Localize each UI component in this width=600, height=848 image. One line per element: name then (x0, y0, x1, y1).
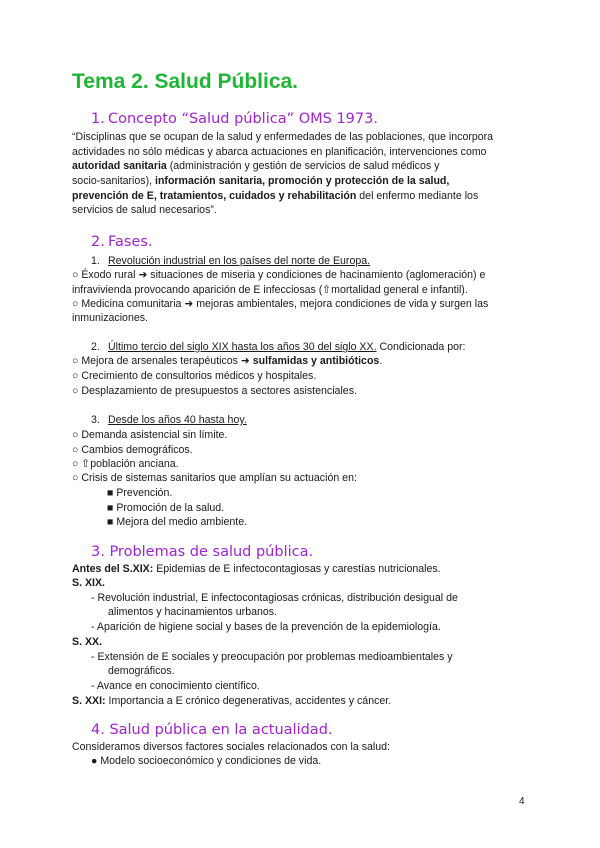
phase-3-line-3: ○ ⇧población anciana. (72, 458, 179, 470)
s1-line-6: servicios de salud necesarios”. (72, 204, 217, 216)
s4-bullet-1: ● Modelo socioeconómico y condiciones de vida. (91, 755, 322, 767)
s3-xxi (72, 694, 391, 708)
s1-line-3-text: (administración y gestión de servicios de salud médicos y (166, 160, 440, 172)
s3-xix-item-1-cont: alimentos y hacinamientos urbanos. (108, 606, 278, 618)
page-title: Tema 2. Salud Pública. (72, 70, 299, 93)
s3-xix-item-2: - Aparición de higiene social y bases de la prevención de la epidemiología. (91, 621, 441, 633)
phase-3-title: Desde los años 40 hasta hoy. (108, 414, 247, 426)
section-3-heading: 3. Problemas de salud pública. (91, 544, 314, 560)
phase-1-number: 1. (91, 255, 100, 267)
phase-2-condition: Condicionada por: (376, 341, 466, 353)
phase-2-number: 2. (91, 341, 100, 353)
phase-2-title-line (108, 340, 465, 354)
phase-1-line-1: ○ Éxodo rural ➜ situaciones de miseria y condiciones de hacinamiento (aglomeración) e (72, 269, 486, 281)
s1-line-4-text: socio-sanitarios), (72, 175, 156, 187)
s3-xix-item-1: - Revolución industrial, E infectocontagiosas crónicas, distribución desigual de (91, 592, 458, 604)
phase-2-bold-sulfamidas: sulfamidas y antibióticos (252, 355, 380, 367)
phase-1-title: Revolución industrial en los países del norte de Europa. (108, 255, 371, 267)
s3-antes-label: Antes del S.XIX: (72, 563, 154, 575)
s1-line-5-text: del enfermo mediante los (356, 190, 479, 202)
phase-1-line-2: infravivienda provocando aparición de E infecciosas (⇧mortalidad general e infantil). (72, 284, 468, 296)
s3-xx-item-1: - Extensión de E sociales y preocupación por problemas medioambientales y (91, 651, 453, 663)
page-number: 4 (519, 796, 525, 807)
s3-xxi-text: Importancia a E crónico degenerativas, accidentes y cáncer. (105, 695, 392, 707)
section-2-heading: Fases. (108, 234, 153, 250)
s1-line-3 (72, 159, 439, 173)
s3-xxi-label: S. XXI: (72, 695, 106, 707)
phase-2-line-3: ○ Desplazamiento de presupuestos a sectores asistenciales. (72, 385, 357, 397)
phase-3-subitem-2: ■ Promoción de la salud. (107, 502, 225, 514)
s3-antes (72, 562, 441, 576)
s3-xx-item-1-cont: demográficos. (108, 665, 175, 677)
s1-line-4 (72, 174, 449, 188)
s1-line-2: actividades no sólo médicas y abarca actuaciones en planificación, intervenciones como (72, 146, 487, 158)
s3-antes-text: Epidemias de E infectocontagiosas y carestías nutricionales. (153, 563, 441, 575)
phase-3-number: 3. (91, 414, 100, 426)
phase-3-line-2: ○ Cambios demográficos. (72, 444, 193, 456)
phase-2-line-2: ○ Crecimiento de consultorios médicos y hospitales. (72, 370, 317, 382)
s3-xx-label: S. XX. (72, 636, 103, 648)
phase-3-line-1: ○ Demanda asistencial sin límite. (72, 429, 228, 441)
phase-1-line-4: inmunizaciones. (72, 312, 148, 324)
s3-xx-item-2: - Avance en conocimiento científico. (91, 680, 260, 692)
s1-line-1: “Disciplinas que se ocupan de la salud y enfermedades de las poblaciones, que incorpora (72, 131, 494, 143)
phase-3-subitem-1: ■ Prevención. (107, 487, 173, 499)
section-2-number: 2. (91, 234, 105, 250)
phase-2-line-1-end: . (379, 355, 383, 367)
s3-xix-label: S. XIX. (72, 577, 105, 589)
phase-2-title: Último tercio del siglo XIX hasta los años 30 del siglo XX. (108, 341, 377, 353)
phase-3-line-4: ○ Crisis de sistemas sanitarios que amplían su actuación en: (72, 472, 357, 484)
s1-bold-prevencion: prevención de E, tratamientos, cuidados y rehabilitación (72, 190, 357, 202)
section-1-number: 1. (91, 111, 105, 127)
phase-1-line-3: ○ Medicina comunitaria ➜ mejoras ambientales, mejora condiciones de vida y surgen las (72, 298, 489, 310)
phase-3-subitem-3: ■ Mejora del medio ambiente. (107, 516, 248, 528)
section-4-heading: 4. Salud pública en la actualidad. (91, 722, 333, 738)
s1-bold-autoridad: autoridad sanitaria (72, 160, 167, 172)
phase-2-line-1-text: ○ Mejora de arsenales terapéuticos ➜ (72, 355, 253, 367)
section-1-heading: Concepto “Salud pública” OMS 1973. (108, 111, 378, 127)
phase-2-line-1 (72, 354, 382, 368)
s1-bold-informacion: información sanitaria, promoción y protección de la salud, (155, 175, 450, 187)
s1-line-5 (72, 189, 478, 203)
s4-intro: Consideramos diversos factores sociales relacionados con la salud: (72, 741, 390, 753)
